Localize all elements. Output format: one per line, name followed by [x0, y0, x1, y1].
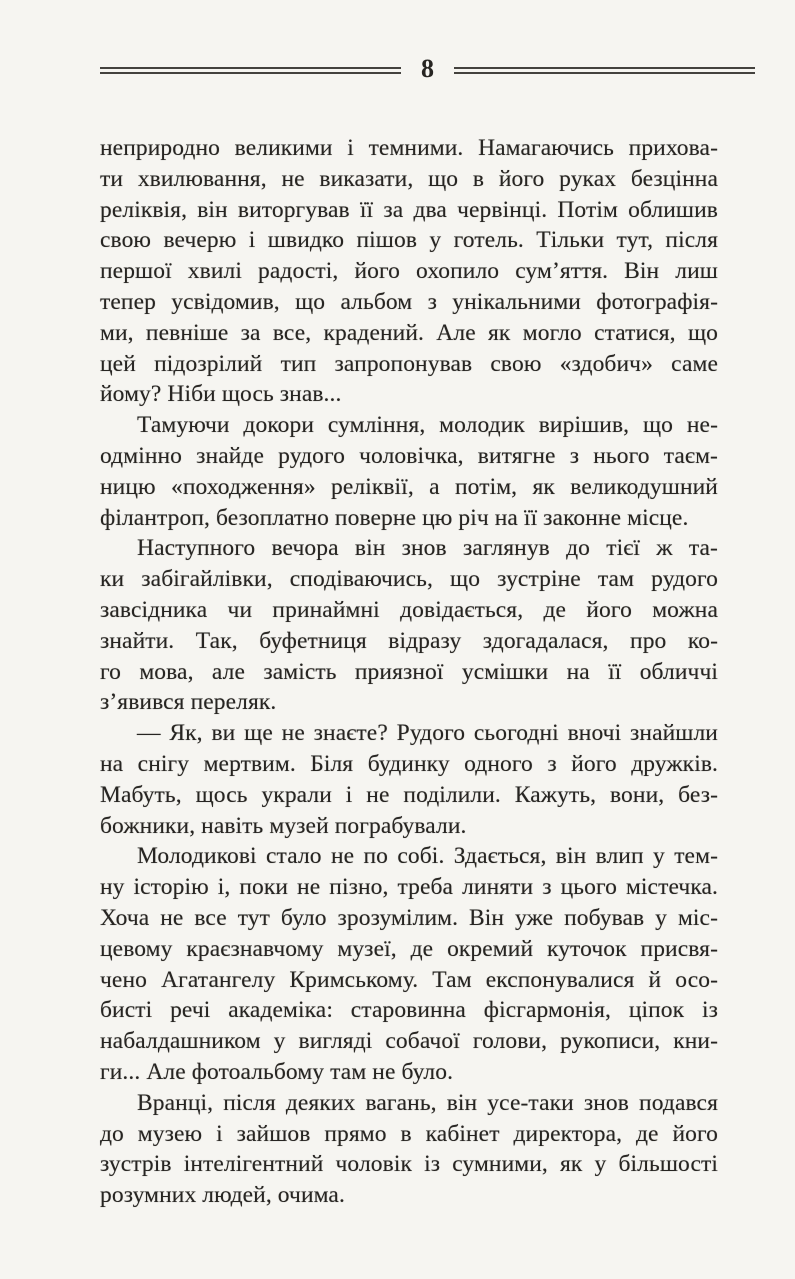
text-line: тепер усвідомив, що альбом з унікальними фотографія-: [100, 288, 718, 315]
text-line: зустрів інтелігентний чоловік із сумними, як у більшості: [100, 1151, 718, 1178]
paragraph: [100, 1088, 718, 1211]
paragraph: [100, 410, 718, 533]
header-rule-right: [454, 67, 755, 74]
text-line: неприродно великими і темними. Намагаючись прихова-: [100, 135, 718, 161]
page-number: 8: [421, 54, 434, 83]
text-line: свою вечерю і швидко пішов у готель. Тільки тут, після: [100, 227, 718, 254]
page-header: [100, 54, 755, 83]
text-line: ки забігайлівки, сподіваючись, що зустріне там рудого: [100, 566, 718, 593]
text-line: йому? Ніби щось знав...: [100, 381, 342, 408]
text-line: розумних людей, очима.: [100, 1182, 345, 1209]
text-line: Хоча не все тут було зрозумілим. Він уже побував у міс-: [100, 904, 718, 931]
text-line: філантроп, безоплатно поверне цю річ на її законне місце.: [100, 504, 689, 531]
text-line: з’явився переляк.: [100, 689, 277, 716]
text-line: першої хвилі радості, його охопило сум’яття. Він лиш: [100, 258, 718, 285]
text-line: завсідника чи принаймні довідається, де його можна: [100, 596, 718, 623]
text-line: набалдашником у вигляді собачої голови, рукописи, кни-: [100, 1028, 718, 1055]
text-line: ги... Але фотоальбому там не було.: [100, 1058, 454, 1085]
text-line: Мабуть, щось украли і не поділили. Кажуть, вони, без-: [100, 781, 718, 808]
text-line: божники, навіть музей пограбували.: [100, 812, 467, 839]
text-line: чено Агатангелу Кримському. Там експонувалися й осо-: [100, 966, 718, 993]
text-line: ми, певніше за все, крадений. Але як могло статися, що: [100, 319, 718, 346]
text-line: цей підозрілий тип запропонував свою «здобич» саме: [100, 350, 718, 377]
text-line: бисті речі академіка: старовинна фісгармонія, ціпок із: [100, 997, 718, 1024]
text-line: на снігу мертвим. Біля будинку одного з його дружків.: [100, 750, 718, 777]
text-line: Наступного вечора він знов заглянув до тієї ж та-: [137, 535, 718, 562]
text-line: знайти. Так, буфетниця відразу здогадалася, про ко-: [100, 627, 718, 654]
text-line: ну історію і, поки не пізно, треба линяти з цього містечка.: [100, 874, 718, 901]
text-block: [100, 133, 718, 1211]
text-line: Вранці, після деяких вагань, він усе-таки знов подався: [137, 1089, 718, 1116]
text-line: до музею і зайшов прямо в кабінет директора, де його: [100, 1120, 718, 1147]
paragraph: [100, 533, 718, 718]
paragraph: [100, 841, 718, 1087]
text-line: одмінно знайде рудого чоловічка, витягне з нього таєм-: [100, 442, 718, 469]
text-line: ницю «походження» реліквії, а потім, як великодушний: [100, 473, 718, 500]
text-line: цевому краєзнавчому музеї, де окремий куточок присвя-: [100, 935, 718, 962]
text-line: го мова, але замість приязної усмішки на її обличчі: [100, 658, 718, 685]
text-line: реліквія, він виторгував її за два червінці. Потім облишив: [100, 196, 718, 223]
paragraph: [100, 133, 718, 410]
text-line: ти хвилювання, не виказати, що в його руках безцінна: [100, 165, 718, 192]
header-rule-left: [100, 67, 401, 74]
text-line: Молодикові стало не по собі. Здається, він влип у тем-: [137, 843, 718, 870]
text-line: Тамуючи докори сумління, молодик вирішив, що не-: [137, 412, 718, 439]
text-line: — Як, ви ще не знаєте? Рудого сьогодні вночі знайшли: [137, 720, 718, 747]
paragraph: [100, 718, 718, 841]
